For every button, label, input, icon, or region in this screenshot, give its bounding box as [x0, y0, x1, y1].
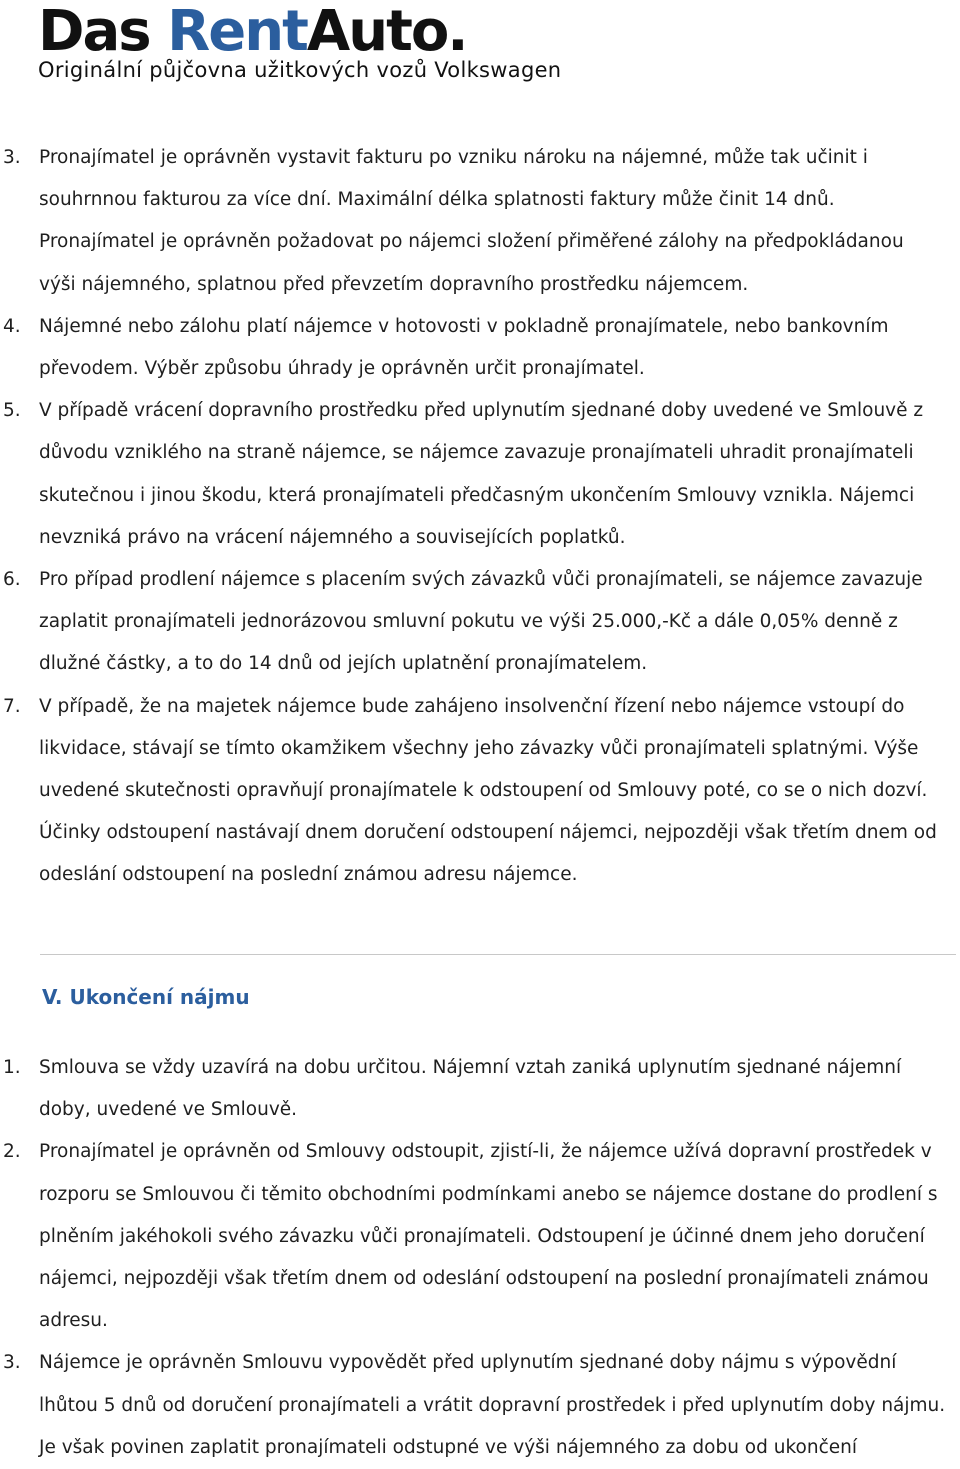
list-item [0, 1047, 960, 1131]
logo-text-auto: Auto. [306, 0, 467, 64]
item-number: 4. [3, 315, 21, 337]
list-item [0, 137, 960, 306]
item-number: 3. [3, 147, 21, 168]
tagline: Originální půjčovna užitkových vozů Volkswagen [38, 58, 562, 82]
terms-list-section-v [0, 1047, 960, 1469]
item-text: V případě, že na majetek nájemce bude zahájeno insolvenční řízení nebo nájemce vstoupí do likvidace, stávají se tímto okamžikem všechny jeho závazky vůči pronajímateli splatnými. Výše uvedené skutečnosti opravňují pronajímatele k odstoupení od Smlouvy poté, co se o nich dozví. Účinky odstoupení nastávají dnem doručení odstoupení nájemci, nejpozději však třetím dnem od odeslání odstoupení na poslední známou adresu nájemce. [39, 695, 937, 886]
item-number: 6. [3, 569, 21, 591]
item-text: Pro případ prodlení nájemce s placením svých závazků vůči pronajímateli, se nájemce zavazuje zaplatit pronajímateli jednorázovou smluvní pokutu ve výši 25.000,-Kč a dále 0,05% denně z dlužné částky, a to do 14 dnů od jejích uplatnění pronajímatelem. [39, 569, 923, 675]
list-item [0, 306, 960, 390]
page-header [38, 0, 561, 82]
list-item [0, 686, 960, 897]
item-number: 5. [3, 400, 21, 422]
terms-list-section-iv [0, 137, 960, 897]
section-divider [40, 954, 956, 955]
list-item [0, 559, 960, 686]
item-number: 2. [3, 1141, 21, 1163]
logo-text-das: Das [38, 0, 168, 64]
section-heading: V. Ukončení nájmu [42, 985, 250, 1009]
logo-text-rent: Rent [167, 0, 307, 64]
list-item [0, 1131, 960, 1342]
list-item [0, 390, 960, 559]
item-number: 3. [3, 1352, 21, 1374]
list-item [0, 1342, 960, 1469]
item-text: Pronajímatel je oprávněn vystavit fakturu po vzniku nároku na nájemné, může tak učinit i souhrnnou fakturou za více dní. Maximální délka splatnosti faktury může činit 14 dnů. Pronajímatel je oprávněn požadovat po nájemci složení přiměřené zálohy na předpokládanou výši nájemného, splatnou před převzetím dopravního prostředku nájemcem. [39, 147, 904, 295]
brand-logo [38, 0, 561, 64]
item-number: 1. [3, 1057, 21, 1078]
item-text: Nájemné nebo zálohu platí nájemce v hotovosti v pokladně pronajímatele, nebo bankovním převodem. Výběr způsobu úhrady je oprávněn určit pronajímatel. [39, 315, 889, 380]
item-text: Smlouva se vždy uzavírá na dobu určitou. Nájemní vztah zaniká uplynutím sjednané nájemní doby, uvedené ve Smlouvě. [39, 1057, 902, 1121]
item-text: Nájemce je oprávněn Smlouvu vypovědět před uplynutím sjednané doby nájmu s výpovědní lhůtou 5 dnů od doručení pronajímateli a vrátit dopravní prostředek i před uplynutím doby nájmu. Je však povinen zaplatit pronajímateli odstupné ve výši nájemného za dobu od ukončení [39, 1352, 946, 1458]
item-number: 7. [3, 695, 21, 717]
item-text: V případě vrácení dopravního prostředku před uplynutím sjednané doby uvedené ve Smlouvě z důvodu vzniklého na straně nájemce, se nájemce zavazuje pronajímateli uhradit pronajímateli skutečnou i jinou škodu, která pronajímateli předčasným ukončením Smlouvy vznikla. Nájemci nevzniká právo na vrácení nájemného a souvisejících poplatků. [39, 400, 924, 548]
item-text: Pronajímatel je oprávněn od Smlouvy odstoupit, zjistí-li, že nájemce užívá dopravní prostředek v rozporu se Smlouvou či těmito obchodními podmínkami anebo se nájemce dostane do prodlení s plněním jakéhokoli svého závazku vůči pronajímateli. Odstoupení je účinné dnem jeho doručení nájemci, nejpozději však třetím dnem od odeslání odstoupení na poslední pronajímateli známou adresu. [39, 1141, 938, 1332]
